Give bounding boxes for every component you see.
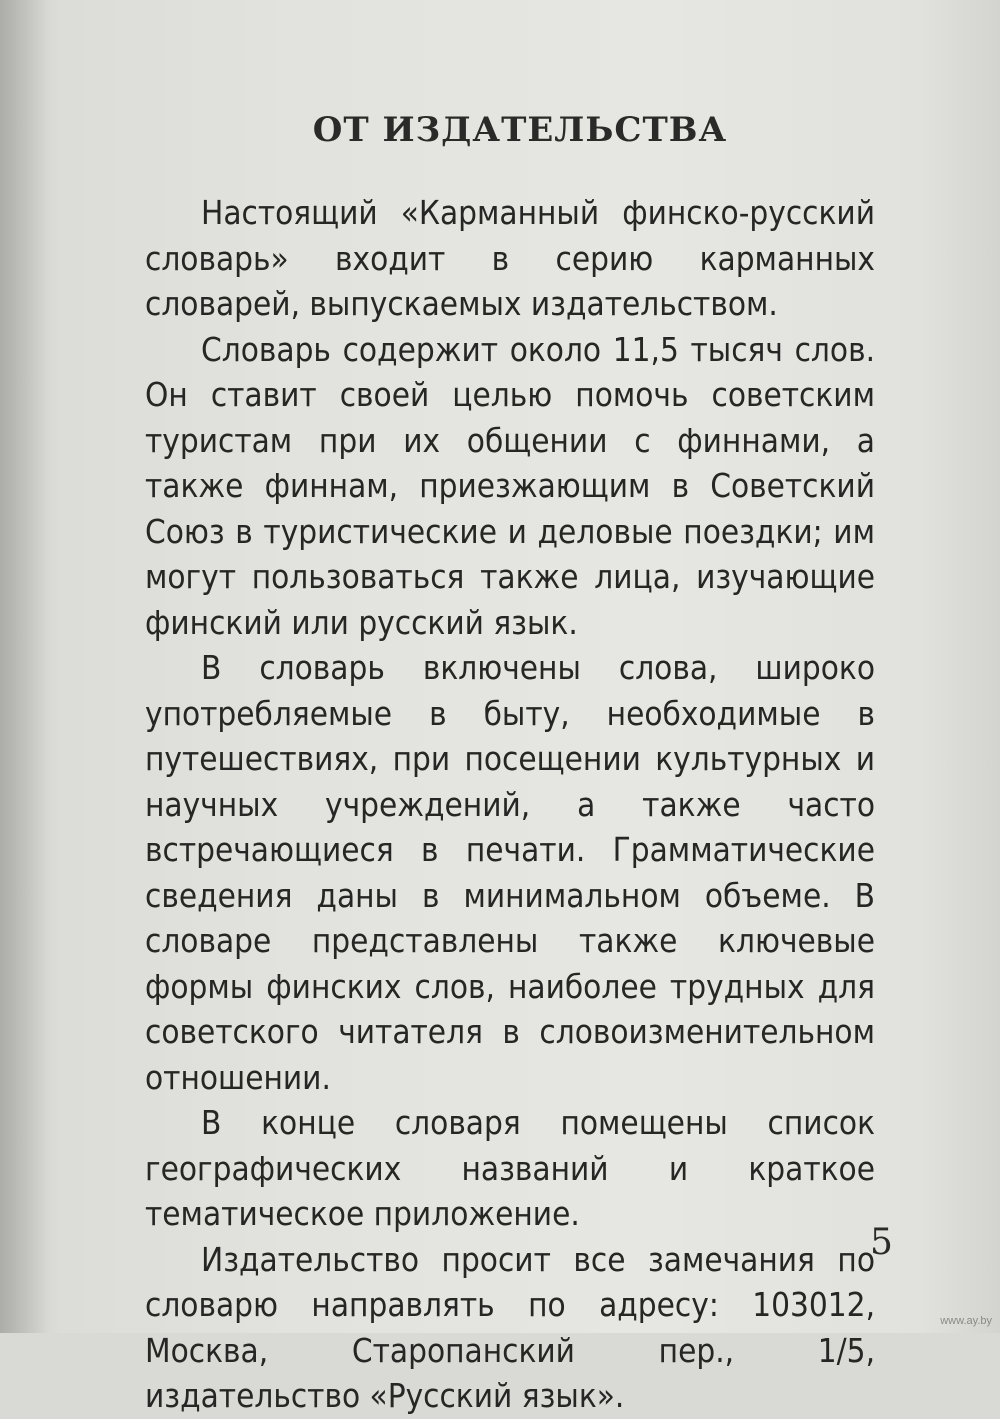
watermark: www.ay.by bbox=[940, 1315, 992, 1327]
page-title: ОТ ИЗДАТЕЛЬСТВА bbox=[312, 110, 728, 150]
paragraph: Настоящий «Карманный финско-русский словарь» входит в серию карманных словарей, выпускаемых издательством. bbox=[145, 193, 875, 323]
page-number: 5 bbox=[870, 1222, 893, 1263]
paragraph: В словарь включены слова, широко употребляемые в быту, необходимые в путешествиях, при посещении культурных и научных учреждений, а также часто встречающиеся в печати. Грамматические сведения даны в минимальном объеме. В словаре представлены также ключевые формы финских слов, наиболее трудных для советского читателя в словоизменительном отношении. bbox=[145, 648, 875, 1097]
body-text bbox=[145, 190, 875, 1419]
gutter-shadow bbox=[0, 0, 48, 1333]
paragraph: Издательство просит все замечания по словарю направлять по адресу: 103012, Москва, Старопанский пер., 1/5, издательство «Русский язык». bbox=[145, 1239, 875, 1415]
paragraph: В конце словаря помещены список географических названий и краткое тематическое приложение. bbox=[145, 1103, 875, 1233]
paragraph: Словарь содержит около 11,5 тысяч слов. Он ставит своей целью помочь советским туристам при их общении с финнами, а также финнам, приезжающим в Советский Союз в туристические и деловые поездки; им могут пользоваться также лица, изучающие финский или русский язык. bbox=[145, 329, 875, 642]
